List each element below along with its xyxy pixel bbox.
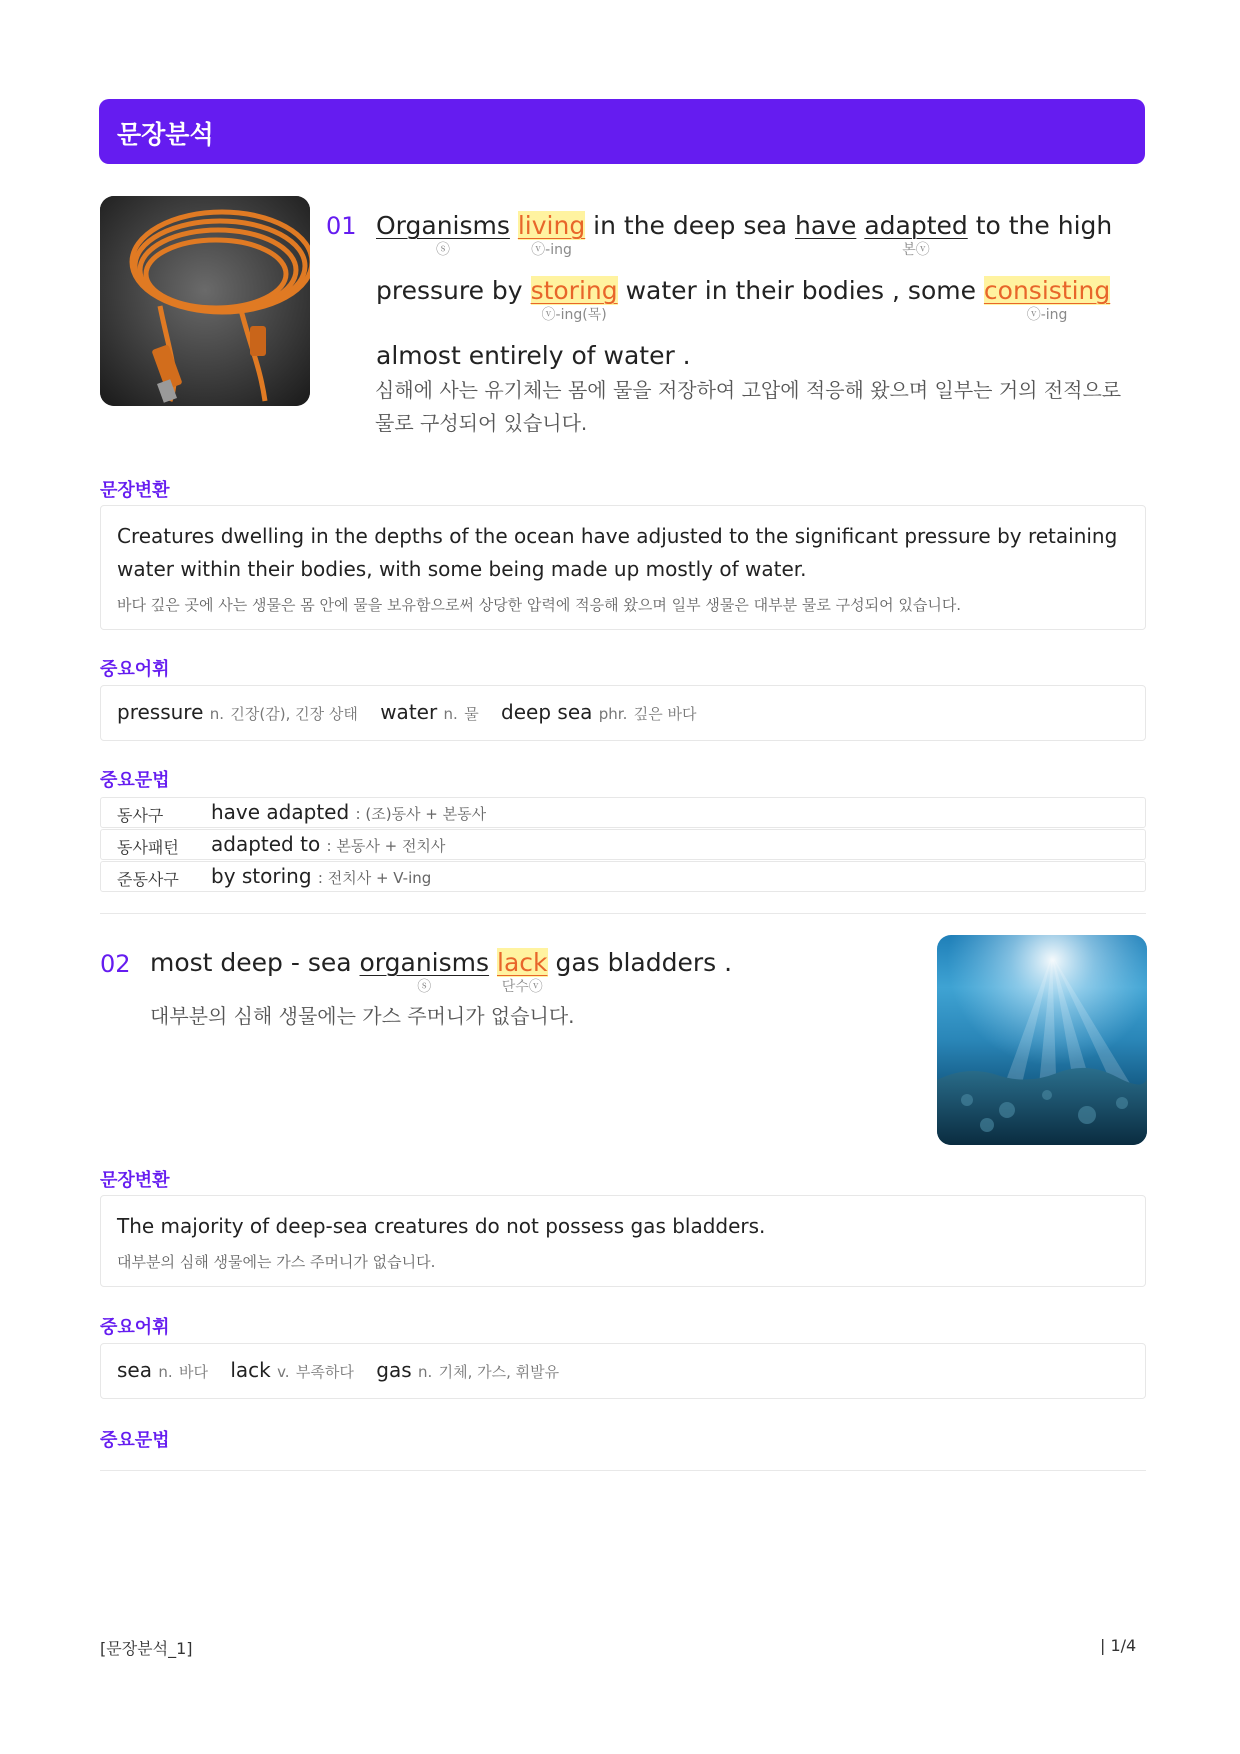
vocab-item: pressure n. 긴장(감), 긴장 상태 <box>117 700 358 724</box>
vocab-label-02: 중요어휘 <box>100 1317 170 1338</box>
vocab-item: water n. 물 <box>380 700 479 724</box>
grammar-row <box>100 861 1146 892</box>
annotation-main-verb: 본ⓥ <box>902 242 930 258</box>
transform-label-02: 문장변환 <box>100 1170 170 1191</box>
grammar-label-01: 중요문법 <box>100 770 170 791</box>
word-adapted: adapted 본ⓥ <box>864 211 968 258</box>
word-consisting: consisting ⓥ-ing <box>983 276 1111 323</box>
cable-image <box>100 196 310 406</box>
word-organisms: Organisms ⓢ <box>376 211 510 258</box>
vocab-label-01: 중요어휘 <box>100 659 170 680</box>
vocab-item: sea n. 바다 <box>117 1358 208 1382</box>
vocab-item: lack v. 부족하다 <box>230 1358 354 1382</box>
annotation-subject-02: ⓢ <box>417 979 432 995</box>
sentence-01-line-3: almost entirely of water . <box>376 341 691 370</box>
vocab-item: deep sea phr. 깊은 바다 <box>501 700 697 724</box>
section-divider <box>100 1470 1146 1471</box>
phrase-gas-bladders: gas bladders . <box>555 948 733 977</box>
annotation-v-ing-object: ⓥ-ing(목) <box>541 307 607 323</box>
phrase-most-deep-sea: most deep - sea <box>150 948 352 977</box>
word-lack: lack 단수ⓥ <box>497 948 548 995</box>
transform-korean-02: 대부분의 심해 생물에는 가스 주머니가 없습니다. <box>117 1253 436 1271</box>
grammar-example: have adapted : (조)동사 + 본동사 <box>211 800 487 824</box>
grammar-label-02: 중요문법 <box>100 1430 170 1451</box>
word-have: have <box>795 211 857 240</box>
grammar-example: adapted to : 본동사 + 전치사 <box>211 832 446 856</box>
sentence-01-translation: 심해에 사는 유기체는 몸에 물을 저장하여 고압에 적응해 왔으며 일부는 거의 전적으로 물로 구성되어 있습니다. <box>375 378 1122 435</box>
grammar-example: by storing : 전치사 + V-ing <box>211 864 432 888</box>
annotation-v-ing-2: ⓥ-ing <box>1026 307 1068 323</box>
section-header <box>99 99 1145 164</box>
transform-english-01: Creatures dwelling in the depths of the ocean have adjusted to the significant pressure by retaining water within their bodies, with some being made up mostly of water. <box>117 524 1118 581</box>
vocab-item: gas n. 기체, 가스, 휘발유 <box>376 1358 560 1382</box>
transform-box-02 <box>100 1195 1146 1287</box>
annotation-v-ing: ⓥ-ing <box>531 242 572 258</box>
transform-korean-01: 바다 깊은 곳에 사는 생물은 몸 안에 물을 보유함으로써 상당한 압력에 적응해 왔으며 일부 생물은 대부분 물로 구성되어 있습니다. <box>117 596 962 614</box>
sentence-number-01: 01 <box>326 212 357 240</box>
sentence-02-line-1 <box>150 948 733 995</box>
annotation-subject: ⓢ <box>435 242 450 258</box>
word-storing: storing ⓥ-ing(목) <box>530 276 618 323</box>
underwater-image <box>937 935 1147 1145</box>
sentence-01-line-2 <box>376 276 1111 323</box>
footer-section-label: [문장분석_1] <box>100 1639 193 1658</box>
grammar-category: 동사패턴 <box>117 838 179 857</box>
word-organisms-02: organisms ⓢ <box>359 948 490 995</box>
sentence-02-translation: 대부분의 심해 생물에는 가스 주머니가 없습니다. <box>150 1004 575 1028</box>
footer-page-number: | 1/4 <box>1100 1636 1137 1655</box>
grammar-row <box>100 829 1146 860</box>
transform-english-02: The majority of deep-sea creatures do not possess gas bladders. <box>117 1214 766 1238</box>
phrase-in-the-deep-sea: in the deep sea <box>593 211 788 240</box>
vocab-box-02 <box>100 1343 1146 1399</box>
transform-label-01: 문장변환 <box>100 480 170 501</box>
section-divider <box>100 913 1146 914</box>
grammar-category: 준동사구 <box>117 870 179 889</box>
word-living: living ⓥ-ing <box>517 211 586 258</box>
phrase-water-in-bodies: water in their bodies , some <box>625 276 976 305</box>
sentence-01-line-1 <box>376 211 1113 258</box>
annotation-singular-verb: 단수ⓥ <box>501 979 543 995</box>
phrase-to-the-high: to the high <box>975 211 1113 240</box>
transform-box-01 <box>100 505 1146 630</box>
phrase-pressure-by: pressure by <box>376 276 523 305</box>
sentence-number-02: 02 <box>100 950 131 978</box>
vocab-box-01 <box>100 685 1146 741</box>
grammar-row <box>100 797 1146 828</box>
section-title: 문장분석 <box>117 120 214 149</box>
grammar-category: 동사구 <box>117 806 164 825</box>
